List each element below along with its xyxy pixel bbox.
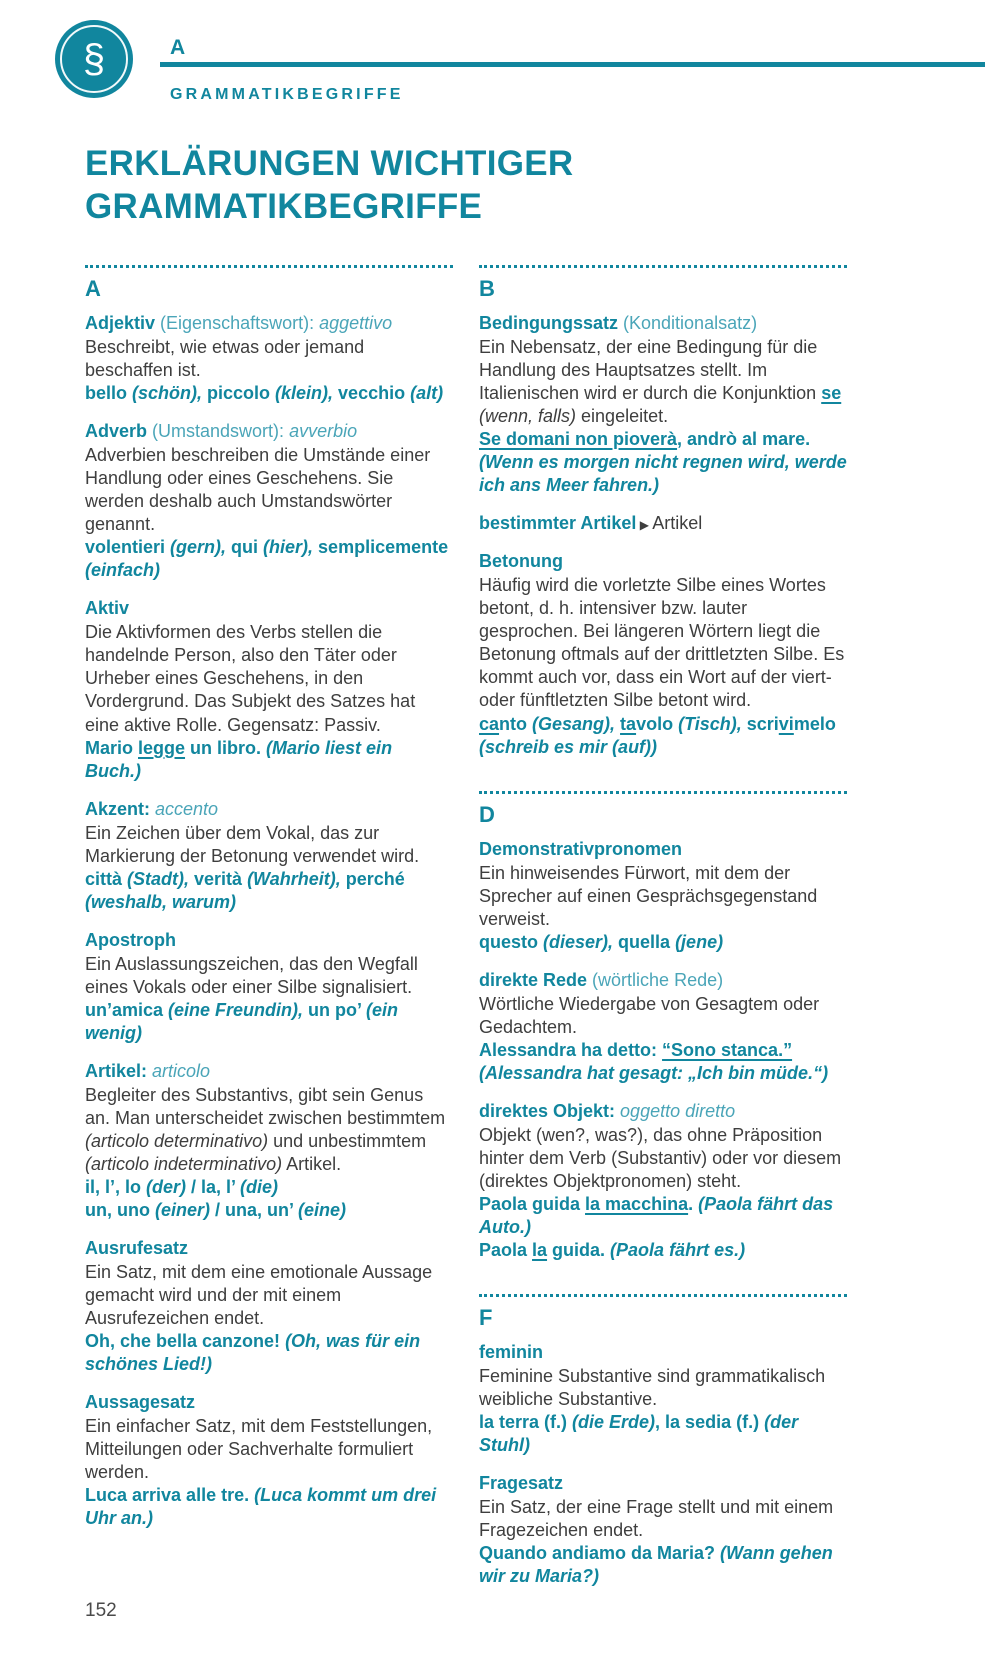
page-number: 152: [85, 1600, 117, 1621]
definition-text: Häufig wird die vorletzte Silbe eines Wortes betont, d. h. intensiver bzw. lauter gesprochen. Bei längeren Wörtern liegt die Betonung oftmals auf der drittletzten Silbe. Es kommt auch vor, dass ein Wort auf der viert-oder fünftletzten Silbe betont wird.: [479, 575, 845, 711]
definition-text: Ein Nebensatz, der eine Bedingung für die Handlung des Hauptsatzes stellt. Im Italienischen wird er durch die Konjunktion: [479, 337, 822, 404]
example-italian: volentieri: [85, 537, 171, 558]
glossary-columns: [85, 265, 847, 1603]
glossary-entry: [85, 1391, 453, 1530]
example-italian: vecchio: [338, 383, 411, 404]
term-text: Betonung: [479, 551, 563, 572]
term-text: bestimmter Artikel: [479, 513, 637, 534]
entry-term-heading: [85, 1060, 453, 1083]
entry-example: [85, 868, 453, 914]
example-german: (Alessandra hat gesagt: „Ich bin müde.“): [479, 1062, 829, 1083]
page-title: [85, 142, 574, 228]
example-italian: nto: [499, 713, 533, 734]
example-italian: città: [85, 868, 128, 889]
entry-example: [479, 713, 847, 759]
example-italian: volo: [636, 713, 679, 734]
example-italian: il, l’, lo: [85, 1177, 147, 1198]
entry-definition: [479, 862, 847, 931]
example-german: (Oh, was für ein schönes Lied!): [85, 1331, 421, 1375]
example-underlined: la: [532, 1240, 548, 1261]
definition-text: Adverbien beschreiben die Umstände einer Handlung oder eines Geschehens. Sie werden deshalb auch Umstandswörter genannt.: [85, 445, 431, 535]
example-german: (Tisch),: [678, 713, 747, 734]
example-german: (dieser),: [543, 931, 619, 952]
definition-text: Ein hinweisendes Fürwort, mit dem der Sprecher auf einen Gesprächsgegenstand verweist.: [479, 862, 818, 929]
entry-term-heading: [85, 929, 453, 952]
definition-text: Feminine Substantive sind grammatikalisch weibliche Substantive.: [479, 1366, 826, 1410]
entry-example: [85, 382, 453, 405]
definition-text: Beschreibt, wie etwas oder jemand beschaffen ist.: [85, 337, 365, 381]
example-italian: un’amica: [85, 999, 169, 1020]
example-german: (die Erde): [572, 1412, 656, 1433]
entry-term-heading: [85, 597, 453, 620]
term-text: Demonstrativpronomen: [479, 838, 683, 859]
entry-term-heading: [479, 838, 847, 861]
definition-text: Begleiter des Substantivs, gibt sein Genus an. Man unterscheidet zwischen bestimmtem: [85, 1084, 446, 1128]
entry-term-heading: [85, 798, 453, 821]
example-german: (gern),: [170, 537, 232, 558]
example-italian: Paola: [479, 1240, 533, 1261]
example-underlined: la macchina: [585, 1194, 689, 1214]
example-german: (Wahrheit),: [247, 868, 346, 889]
example-italian: , andrò al mare.: [677, 429, 811, 450]
example-german: (die): [240, 1177, 279, 1198]
example-italian: Paola guida: [479, 1194, 586, 1214]
page-title-line1: ERKLÄRUNGEN WICHTIGER: [85, 144, 574, 183]
glossary-entry: [479, 969, 847, 1085]
example-italian: perché: [345, 868, 405, 889]
term-text: Aussagesatz: [85, 1392, 196, 1413]
example-italian: Quando andiamo da Maria?: [479, 1543, 721, 1564]
example-italian: / una, un’: [210, 1200, 299, 1221]
definition-text: und unbestimmtem: [268, 1131, 427, 1151]
paragraph-badge: [55, 20, 133, 98]
entry-term-heading: [479, 550, 847, 573]
example-german: (Wenn es morgen nicht regnen wird, werde ich ans Meer fahren.): [479, 452, 847, 496]
entry-definition: [85, 1261, 453, 1330]
page-title-line2: GRAMMATIKBEGRIFFE: [85, 187, 483, 227]
example-italian: piccolo: [207, 383, 276, 404]
term-parenthetical: (Konditionalsatz): [623, 313, 758, 333]
entry-example: [479, 1411, 847, 1457]
glossary-entry: [479, 512, 847, 535]
section-letter-heading: B: [479, 276, 495, 301]
entry-definition: [85, 336, 453, 382]
entry-example: [479, 1193, 847, 1239]
term-text: Adjektiv: [85, 313, 161, 333]
example-underlined: legge: [138, 737, 186, 758]
term-text: direktes Objekt:: [479, 1100, 621, 1121]
term-text: direkte Rede: [479, 969, 593, 990]
example-german: (Luca kommt um drei Uhr an.): [85, 1485, 437, 1529]
glossary-entry: [85, 597, 453, 782]
glossary-entry: [479, 1100, 847, 1262]
glossary-entry: [479, 1341, 847, 1457]
entry-definition: [85, 621, 453, 736]
definition-italic: (articolo determinativo): [85, 1131, 269, 1151]
example-italian: melo: [793, 713, 836, 734]
entry-definition: [85, 444, 453, 536]
example-italian: Alessandra ha detto:: [479, 1039, 663, 1060]
example-german: (Mario liest ein Buch.): [85, 737, 393, 781]
definition-text: Ein Satz, der eine Frage stellt und mit einem Fragezeichen endet.: [479, 1497, 834, 1541]
term-italian: oggetto diretto: [620, 1100, 736, 1121]
definition-text: Ein Auslassungszeichen, das den Wegfall eines Vokals oder einer Silbe signalisiert.: [85, 953, 418, 997]
cross-reference: Artikel: [652, 513, 703, 534]
entry-definition: [479, 1496, 847, 1542]
example-italian: Oh, che bella canzone!: [85, 1331, 286, 1352]
example-german: (klein),: [275, 383, 339, 404]
example-underlined: “Sono stanca.”: [662, 1039, 793, 1060]
example-german: (einfach): [85, 560, 161, 581]
example-italian: scri: [746, 713, 779, 734]
glossary-entry: [479, 1472, 847, 1588]
example-italian: un, uno: [85, 1200, 155, 1221]
example-italian: qui: [231, 537, 264, 558]
definition-text: Ein einfacher Satz, mit dem Feststellungen, Mitteilungen oder Sachverhalte formuliert werden.: [85, 1416, 433, 1483]
example-german: (Paola fährt das Auto.): [479, 1194, 834, 1238]
glossary-entry: [85, 929, 453, 1045]
section-divider: [479, 791, 847, 794]
example-german: (schreib es mir (auf)): [479, 736, 658, 757]
entry-term-heading: [85, 1237, 453, 1260]
example-italian: bello: [85, 383, 133, 404]
glossary-entry: [479, 312, 847, 497]
definition-text: Ein Satz, mit dem eine emotionale Aussage gemacht wird und der mit einem Ausrufezeichen endet.: [85, 1262, 433, 1329]
entry-example: [479, 1039, 847, 1085]
example-underlined: ta: [620, 713, 637, 734]
entry-example: [85, 737, 453, 783]
entry-definition: [85, 953, 453, 999]
term-parenthetical: (Eigenschaftswort):: [160, 313, 320, 333]
definition-keyword: se: [821, 383, 842, 404]
term-text: Fragesatz: [479, 1473, 564, 1494]
glossary-entry: [85, 420, 453, 582]
term-text: Aktiv: [85, 598, 130, 619]
definition-text: eingeleitet.: [576, 406, 669, 427]
term-text: Ausrufesatz: [85, 1238, 189, 1259]
example-german: (alt): [410, 383, 444, 404]
entry-definition: [85, 1084, 453, 1176]
entry-definition: [479, 336, 847, 428]
example-german: (Paola fährt es.): [610, 1240, 746, 1261]
entry-example: [479, 1239, 847, 1262]
example-underlined: vi: [778, 713, 794, 734]
definition-text: Objekt (wen?, was?), das ohne Präposition hinter dem Verb (Substantiv) oder vor diesem (direktes Objektpronomen) steht.: [479, 1124, 842, 1191]
definition-italic: (articolo indeterminativo): [85, 1154, 283, 1175]
definition-text: Die Aktivformen des Verbs stellen die handelnde Person, also den Täter oder Urheber eines Geschehens, in den Vordergrund. Das Subjekt des Satzes hat eine aktive Rolle. Gegensatz: Passiv.: [85, 622, 416, 735]
left-column: [85, 265, 453, 1546]
example-german: (Stadt),: [127, 868, 195, 889]
example-italian: la terra (f.): [479, 1412, 573, 1433]
term-text: Adverb: [85, 421, 153, 442]
term-italian: accento: [155, 798, 219, 819]
example-italian: / la, l’: [186, 1177, 241, 1198]
section-divider: [85, 265, 453, 268]
term-text: Apostroph: [85, 929, 176, 950]
example-italian: Luca arriva alle tre.: [85, 1485, 255, 1506]
term-text: Bedingungssatz: [479, 313, 624, 333]
example-italian: guida.: [547, 1240, 611, 1261]
entry-term-heading: [85, 312, 453, 335]
example-german: (eine): [298, 1200, 347, 1221]
example-german: (jene): [675, 931, 724, 952]
section-letter-heading: F: [479, 1305, 493, 1331]
entry-term-heading: [479, 512, 847, 535]
example-italian: semplicemente: [318, 537, 449, 558]
entry-example: [85, 1176, 453, 1199]
term-parenthetical: (Umstandswort):: [152, 421, 290, 442]
term-italian: articolo: [152, 1060, 211, 1081]
arrow-right-icon: ▶: [636, 518, 653, 533]
entry-definition: [85, 822, 453, 868]
letter-tab: A: [170, 36, 186, 59]
entry-example: [85, 1199, 453, 1222]
example-italian: verità: [194, 868, 248, 889]
glossary-entry: [479, 838, 847, 954]
example-german: (weshalb, warum): [85, 891, 237, 912]
example-german: (einer): [154, 1200, 210, 1221]
definition-text: Wörtliche Wiedergabe von Gesagtem oder Gedachtem.: [479, 993, 820, 1037]
entry-example: [85, 999, 453, 1045]
definition-text: Artikel.: [282, 1154, 342, 1175]
example-italian: .: [688, 1194, 699, 1214]
example-german: (schön),: [132, 383, 208, 404]
entry-example: [479, 428, 847, 497]
example-german: (hier),: [263, 537, 319, 558]
example-italian: questo: [479, 931, 544, 952]
example-german: (eine Freundin),: [168, 999, 309, 1020]
entry-term-heading: [479, 312, 847, 335]
entry-term-heading: [85, 1391, 453, 1414]
glossary-entry: [85, 1060, 453, 1222]
term-parenthetical: (wörtliche Rede): [592, 969, 724, 990]
example-italian: quella: [618, 931, 676, 952]
entry-term-heading: [479, 969, 847, 992]
definition-italic: (wenn, falls): [479, 406, 577, 427]
term-text: feminin: [479, 1342, 544, 1363]
example-german: (ein wenig): [85, 999, 399, 1043]
entry-term-heading: [479, 1472, 847, 1495]
glossary-entry: [85, 798, 453, 914]
entry-term-heading: [479, 1341, 847, 1364]
section-sign-icon: §: [82, 37, 106, 81]
example-german: (der): [146, 1177, 187, 1198]
entry-example: [479, 931, 847, 954]
example-italian: Mario: [85, 737, 139, 758]
chapter-label: GRAMMATIKBEGRIFFE: [170, 86, 404, 103]
section-divider: [479, 1294, 847, 1297]
example-german: (Wann gehen wir zu Maria?): [479, 1543, 833, 1587]
entry-definition: [479, 574, 847, 712]
example-german: (Gesang),: [532, 713, 621, 734]
example-italian: , la sedia (f.): [655, 1412, 765, 1433]
term-italian: aggettivo: [319, 313, 393, 333]
entry-definition: [85, 1415, 453, 1484]
entry-example: [85, 1484, 453, 1530]
term-italian: avverbio: [289, 421, 358, 442]
entry-example: [85, 1330, 453, 1376]
example-german: (der Stuhl): [479, 1412, 799, 1456]
definition-text: Ein Zeichen über dem Vokal, das zur Markierung der Betonung verwendet wird.: [85, 822, 420, 866]
section-letter-heading: A: [85, 276, 101, 301]
entry-definition: [479, 993, 847, 1039]
term-text: Artikel:: [85, 1060, 153, 1081]
glossary-entry: [85, 312, 453, 405]
entry-definition: [479, 1124, 847, 1193]
example-italian: un po’: [308, 999, 367, 1020]
term-text: Akzent:: [85, 798, 156, 819]
example-underlined: Se domani non pioverà: [479, 429, 678, 450]
header-rule: [160, 62, 985, 67]
glossary-entry: [85, 1237, 453, 1376]
section-letter-heading: D: [479, 801, 495, 827]
example-italian: un libro.: [185, 737, 267, 758]
glossary-entry: [479, 550, 847, 758]
entry-term-heading: [479, 1100, 847, 1123]
entry-example: [85, 536, 453, 582]
entry-definition: [479, 1365, 847, 1411]
example-underlined: ca: [479, 713, 500, 734]
right-column: [479, 265, 847, 1603]
section-divider: [479, 265, 847, 268]
entry-term-heading: [85, 420, 453, 443]
entry-example: [479, 1542, 847, 1588]
